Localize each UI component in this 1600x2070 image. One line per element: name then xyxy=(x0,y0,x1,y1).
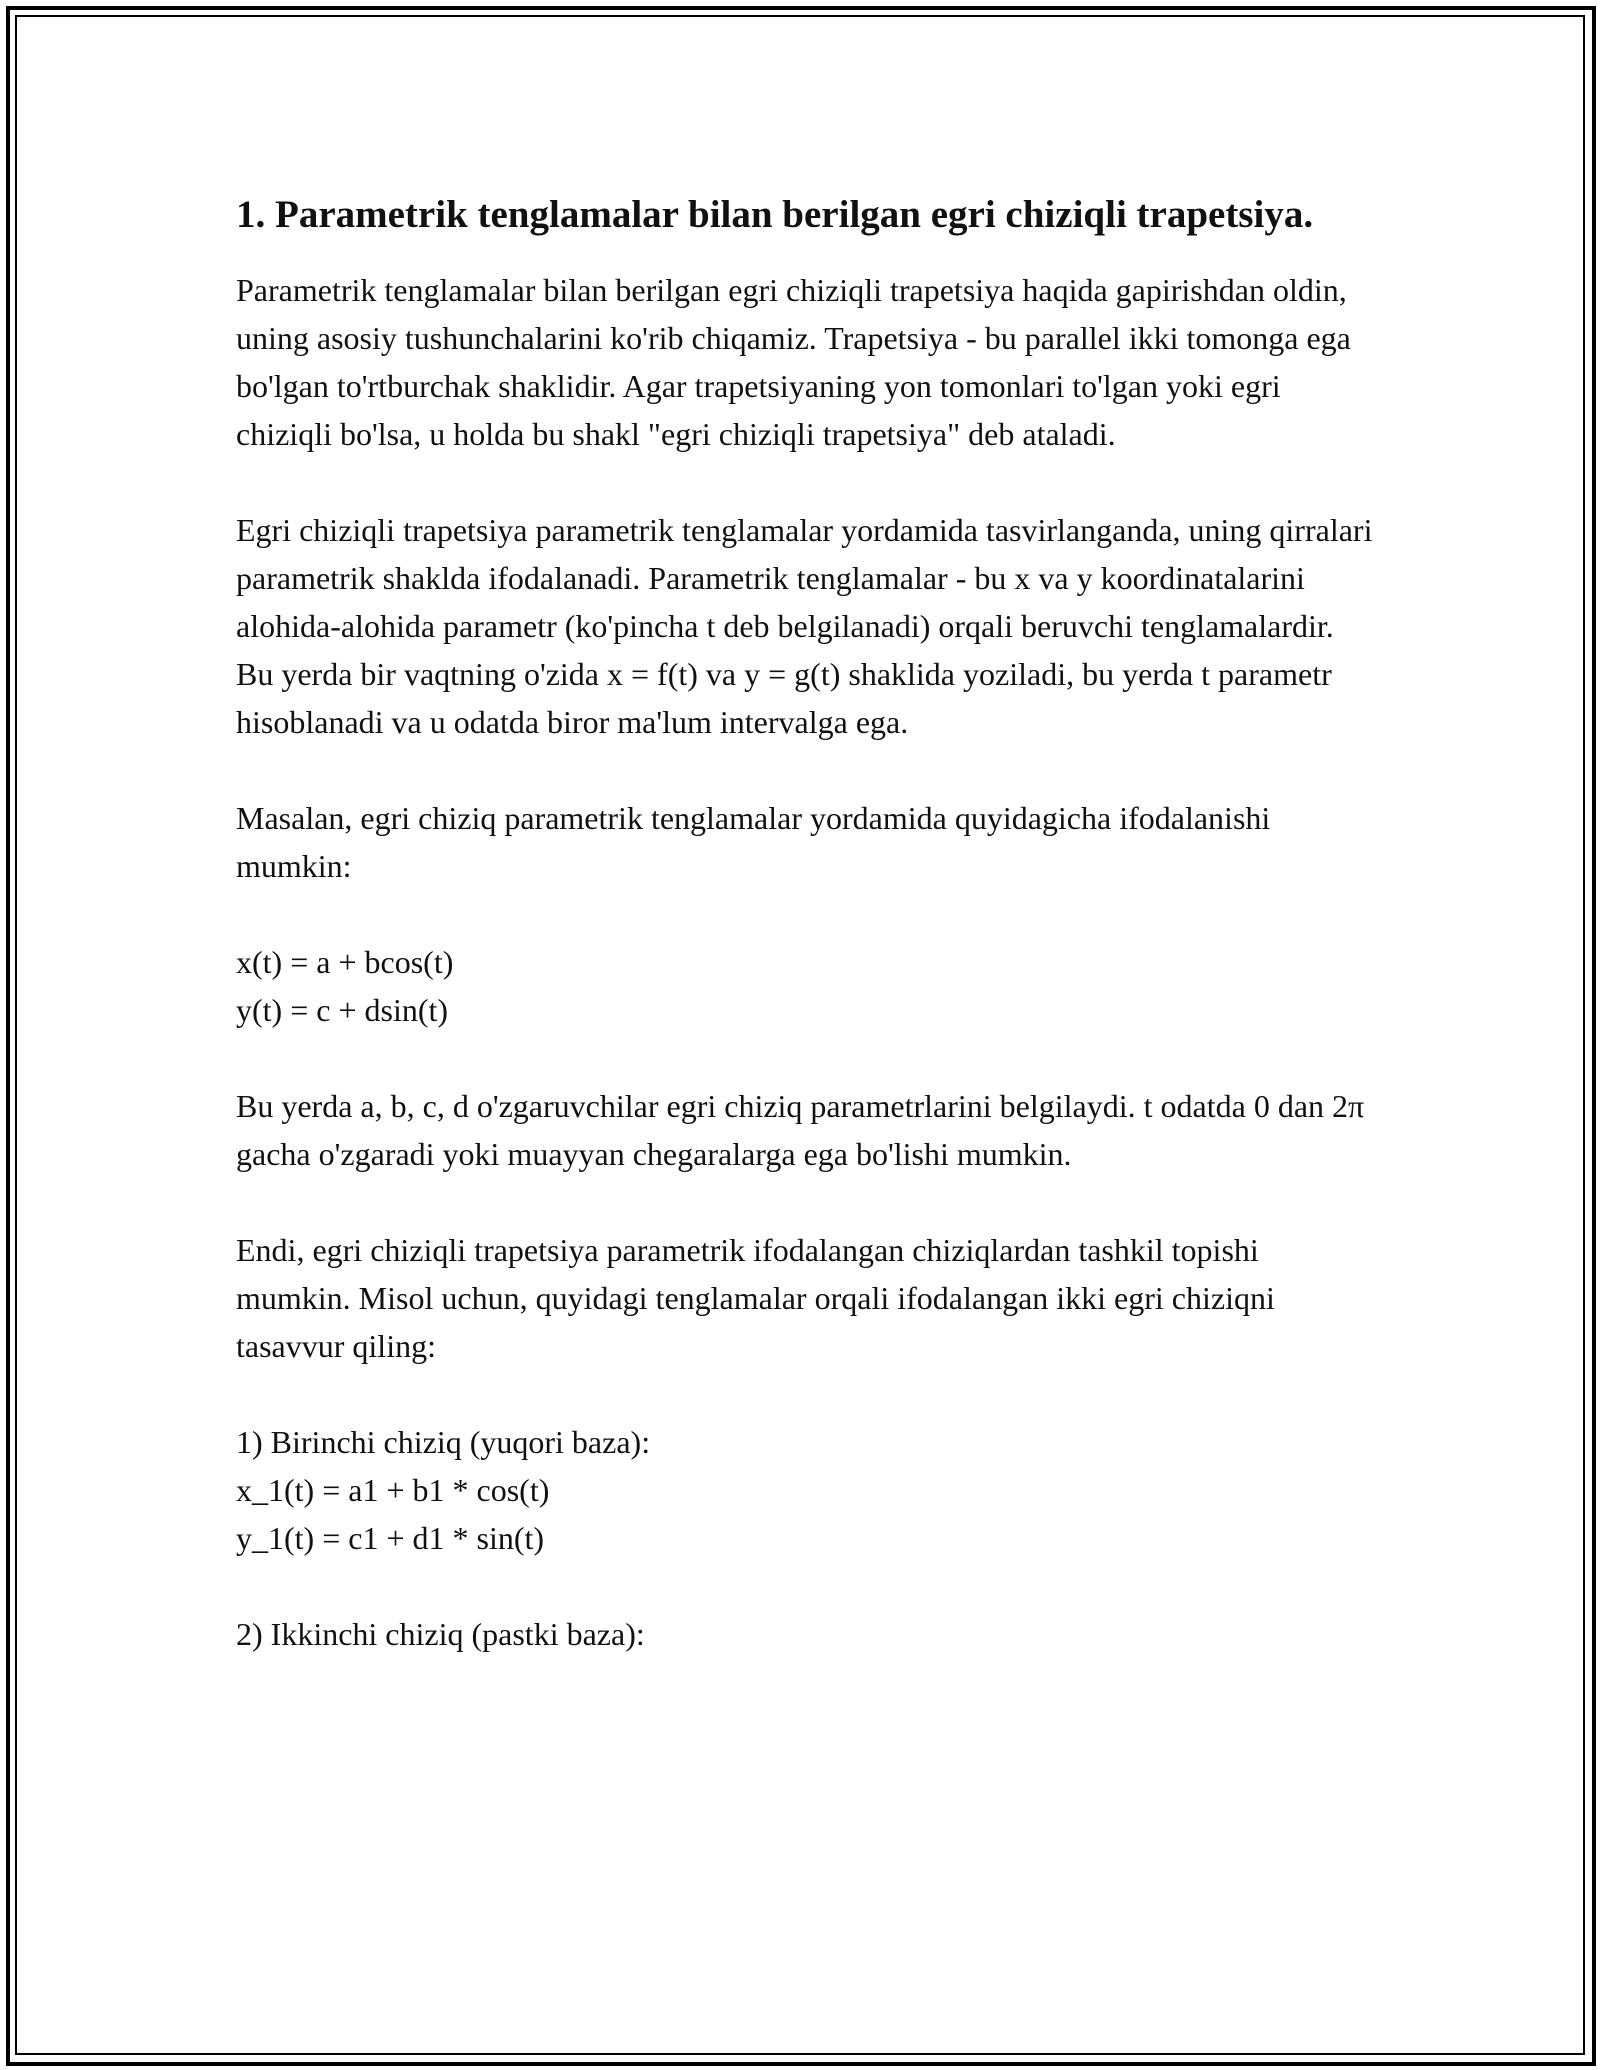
document-body xyxy=(236,186,1376,1658)
paragraph-parametric-definition: Egri chiziqli trapetsiya parametrik tenglamalar yordamida tasvirlanganda, uning qirralari parametrik shaklda ifodalanadi. Parametrik tenglamalar - bu x va y koordinatalarini alohida-alohida parametr (ko'pincha t deb belgilanadi) orqali beruvchi tenglamalardir. Bu yerda bir vaqtning o'zida x = f(t) va y = g(t) shaklida yoziladi, bu yerda t parametr hisoblanadi va u odatda biror ma'lum intervalga ega. xyxy=(236,512,1373,740)
paragraph-example-intro: Masalan, egri chiziq parametrik tenglamalar yordamida quyidagicha ifodalanishi mumkin: xyxy=(236,800,1271,884)
section-heading: 1. Parametrik tenglamalar bilan berilgan egri chiziqli trapetsiya. xyxy=(236,193,1314,236)
paragraph-parameters: Bu yerda a, b, c, d o'zgaruvchilar egri chiziq parametrlarini belgilaydi. t odatda 0 dan 2π gacha o'zgaradi yoki muayyan chegaralarga ega bo'lishi mumkin. xyxy=(236,1088,1365,1172)
paragraph-intro: Parametrik tenglamalar bilan berilgan egri chiziqli trapetsiya haqida gapirishdan oldin, uning asosiy tushunchalarini ko'rib chiqamiz. Trapetsiya - bu parallel ikki tomonga ega bo'lgan to'rtburchak shaklidir. Agar trapetsiyaning yon tomonlari to'lgan yoki egri chiziqli bo'lsa, u holda bu shakl "egri chiziqli trapetsiya" deb ataladi. xyxy=(236,272,1351,452)
paragraph-second-line: 2) Ikkinchi chiziq (pastki baza): xyxy=(236,1616,645,1652)
paragraph-two-curves: Endi, egri chiziqli trapetsiya parametrik ifodalangan chiziqlardan tashkil topishi mumkin. Misol uchun, quyidagi tenglamalar orqali ifodalangan ikki egri chiziqni tasavvur qiling: xyxy=(236,1232,1275,1364)
equation-block-general: x(t) = a + bcos(t) y(t) = c + dsin(t) xyxy=(236,944,454,1028)
equation-block-first-line: 1) Birinchi chiziq (yuqori baza): x_1(t) = a1 + b1 * cos(t) y_1(t) = c1 + d1 * sin(t) xyxy=(236,1424,651,1556)
